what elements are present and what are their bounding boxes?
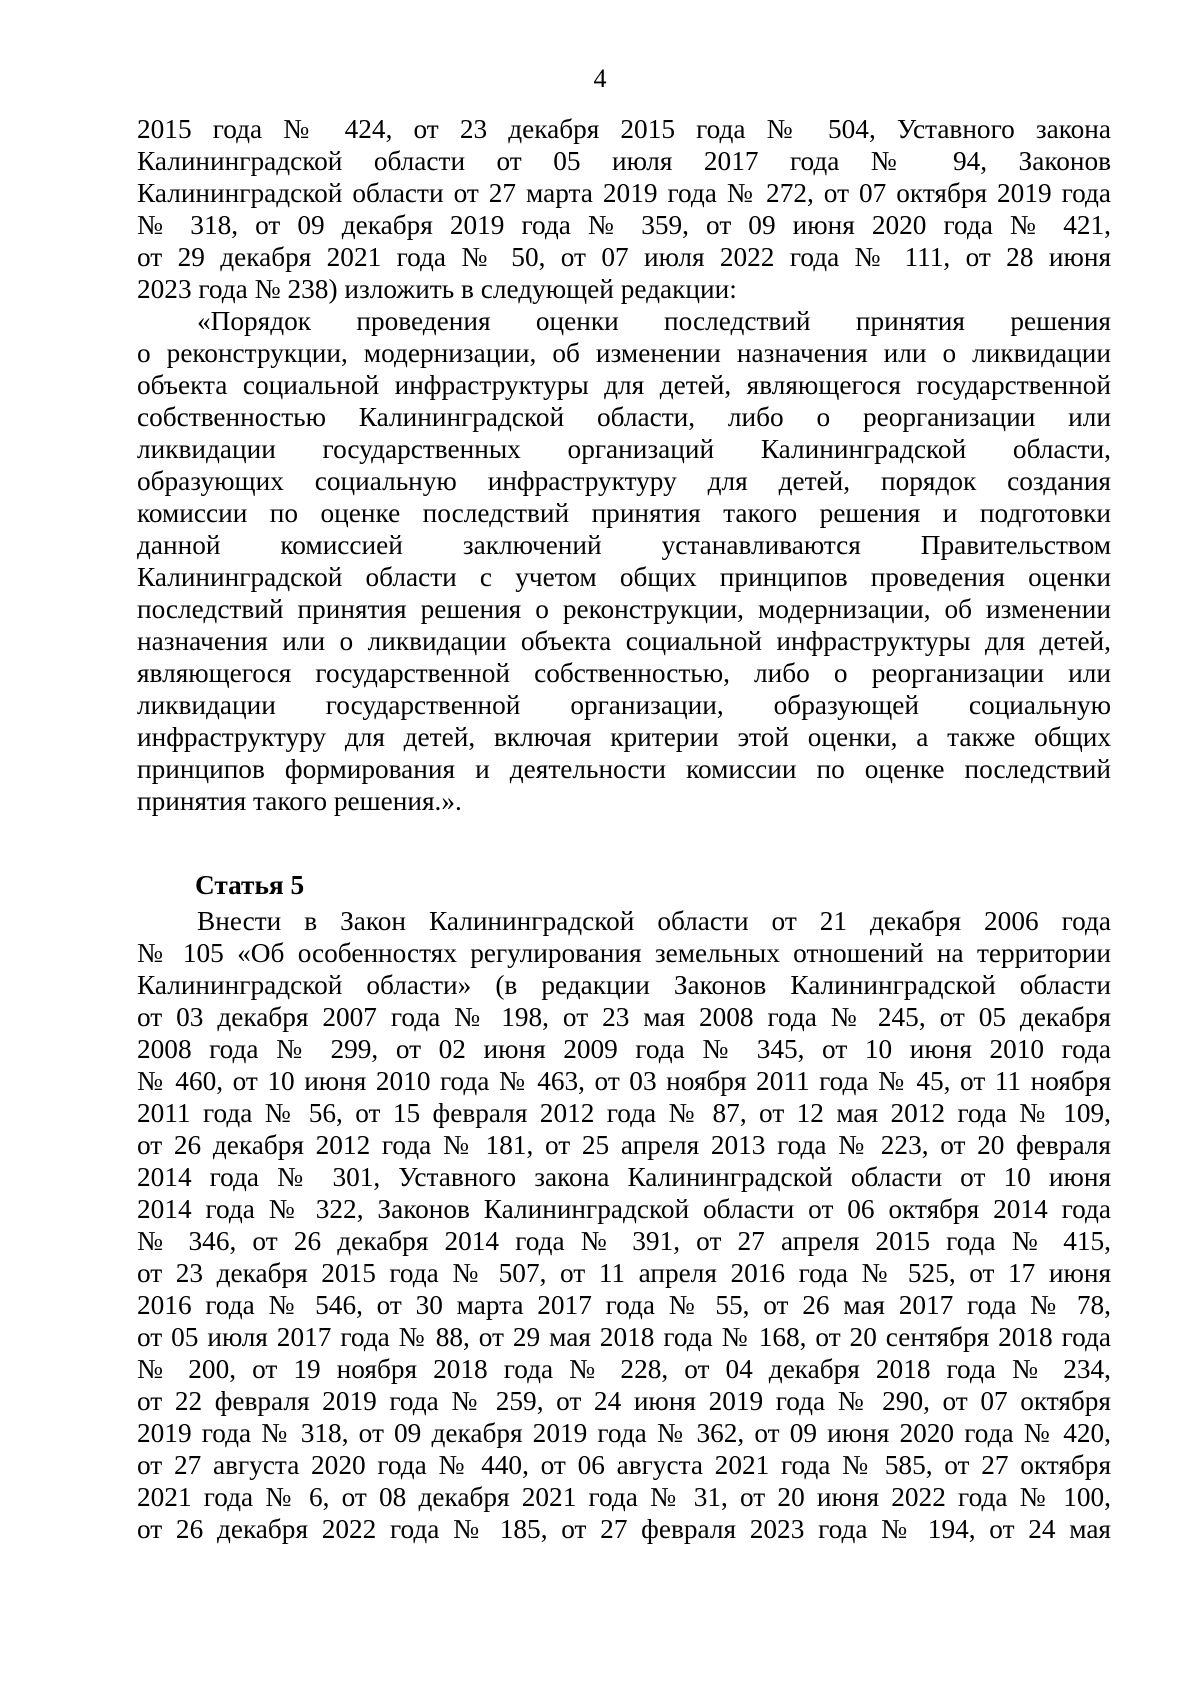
text-line: от 03 декабря 2007 года № 198, от 23 мая 2008 года № 245, от 05 декабря	[137, 1002, 1111, 1032]
text-line: «Порядок проведения оценки последствий принятия решения	[197, 306, 1111, 336]
text-line: образующих социальную инфраструктуру для детей, порядок создания	[137, 466, 1111, 496]
text-line: Калининградской области с учетом общих принципов проведения оценки	[137, 562, 1111, 592]
text-line: от 26 декабря 2022 года № 185, от 27 февраля 2023 года № 194, от 24 мая	[137, 1514, 1111, 1544]
text-line: 2011 года № 56, от 15 февраля 2012 года № 87, от 12 мая 2012 года № 109,	[137, 1098, 1111, 1128]
text-line: ликвидации государственной организации, образующей социальную	[137, 690, 1111, 720]
text-line: инфраструктуру для детей, включая критерии этой оценки, а также общих	[137, 722, 1111, 752]
text-line: 2021 года № 6, от 08 декабря 2021 года № 31, от 20 июня 2022 года № 100,	[137, 1482, 1111, 1512]
text-line: Калининградской области от 27 марта 2019 года № 272, от 07 октября 2019 года	[137, 178, 1111, 208]
text-line: принятия такого решения.».	[137, 786, 462, 816]
text-line: 2016 года № 546, от 30 марта 2017 года № 55, от 26 мая 2017 года № 78,	[137, 1290, 1111, 1320]
text-line: от 22 февраля 2019 года № 259, от 24 июня 2019 года № 290, от 07 октября	[137, 1386, 1111, 1416]
text-line: Калининградской области от 05 июля 2017 года № 94, Законов	[137, 146, 1111, 176]
text-line: объекта социальной инфраструктуры для детей, являющегося государственной	[137, 370, 1111, 400]
text-line: № 105 «Об особенностях регулирования земельных отношений на территории	[137, 938, 1111, 968]
text-line: от 27 августа 2020 года № 440, от 06 августа 2021 года № 585, от 27 октября	[137, 1450, 1111, 1480]
paragraph-amendment-end	[137, 113, 1111, 305]
text-line: 2014 года № 322, Законов Калининградской области от 06 октября 2014 года	[137, 1194, 1111, 1224]
text-line: 2008 года № 299, от 02 июня 2009 года № 345, от 10 июня 2010 года	[137, 1034, 1111, 1064]
text-line: 2015 года № 424, от 23 декабря 2015 года № 504, Уставного закона	[137, 114, 1111, 144]
text-line: являющегося государственной собственностью, либо о реорганизации или	[137, 658, 1111, 688]
paragraph-new-wording	[137, 305, 1111, 817]
article-heading: Статья 5	[195, 870, 305, 900]
page-number: 4	[593, 64, 607, 93]
text-line: 2023 года № 238) изложить в следующей редакции:	[137, 274, 737, 304]
text-line: № 318, от 09 декабря 2019 года № 359, от 09 июня 2020 года № 421,	[137, 210, 1111, 240]
text-line: о реконструкции, модернизации, об изменении назначения или о ликвидации	[137, 338, 1111, 368]
text-block-upper	[137, 113, 1111, 817]
text-line: от 26 декабря 2012 года № 181, от 25 апреля 2013 года № 223, от 20 февраля	[137, 1130, 1111, 1160]
text-line: комиссии по оценке последствий принятия такого решения и подготовки	[137, 498, 1111, 528]
text-line: назначения или о ликвидации объекта социальной инфраструктуры для детей,	[137, 626, 1111, 656]
text-line: № 346, от 26 декабря 2014 года № 391, от 27 апреля 2015 года № 415,	[137, 1226, 1111, 1256]
text-line: 2019 года № 318, от 09 декабря 2019 года № 362, от 09 июня 2020 года № 420,	[137, 1418, 1111, 1448]
text-line: последствий принятия решения о реконструкции, модернизации, об изменении	[137, 594, 1111, 624]
text-line: данной комиссией заключений устанавливаются Правительством	[137, 530, 1111, 560]
text-line: Калининградской области» (в редакции Законов Калининградской области	[137, 970, 1111, 1000]
text-line: от 05 июля 2017 года № 88, от 29 мая 2018 года № 168, от 20 сентября 2018 года	[137, 1322, 1111, 1352]
text-line: собственностью Калининградской области, либо о реорганизации или	[137, 402, 1111, 432]
text-block-article5	[137, 905, 1111, 1545]
text-line: 2014 года № 301, Уставного закона Калининградской области от 10 июня	[137, 1162, 1111, 1192]
text-line: от 23 декабря 2015 года № 507, от 11 апреля 2016 года № 525, от 17 июня	[137, 1258, 1111, 1288]
text-line: № 200, от 19 ноября 2018 года № 228, от 04 декабря 2018 года № 234,	[137, 1354, 1111, 1384]
text-line: Внести в Закон Калининградской области от 21 декабря 2006 года	[197, 906, 1111, 936]
text-line: № 460, от 10 июня 2010 года № 463, от 03 ноября 2011 года № 45, от 11 ноября	[137, 1066, 1111, 1096]
text-line: ликвидации государственных организаций Калининградской области,	[137, 434, 1111, 464]
text-line: от 29 декабря 2021 года № 50, от 07 июля 2022 года № 111, от 28 июня	[137, 242, 1111, 272]
text-line: принципов формирования и деятельности комиссии по оценке последствий	[137, 754, 1111, 784]
